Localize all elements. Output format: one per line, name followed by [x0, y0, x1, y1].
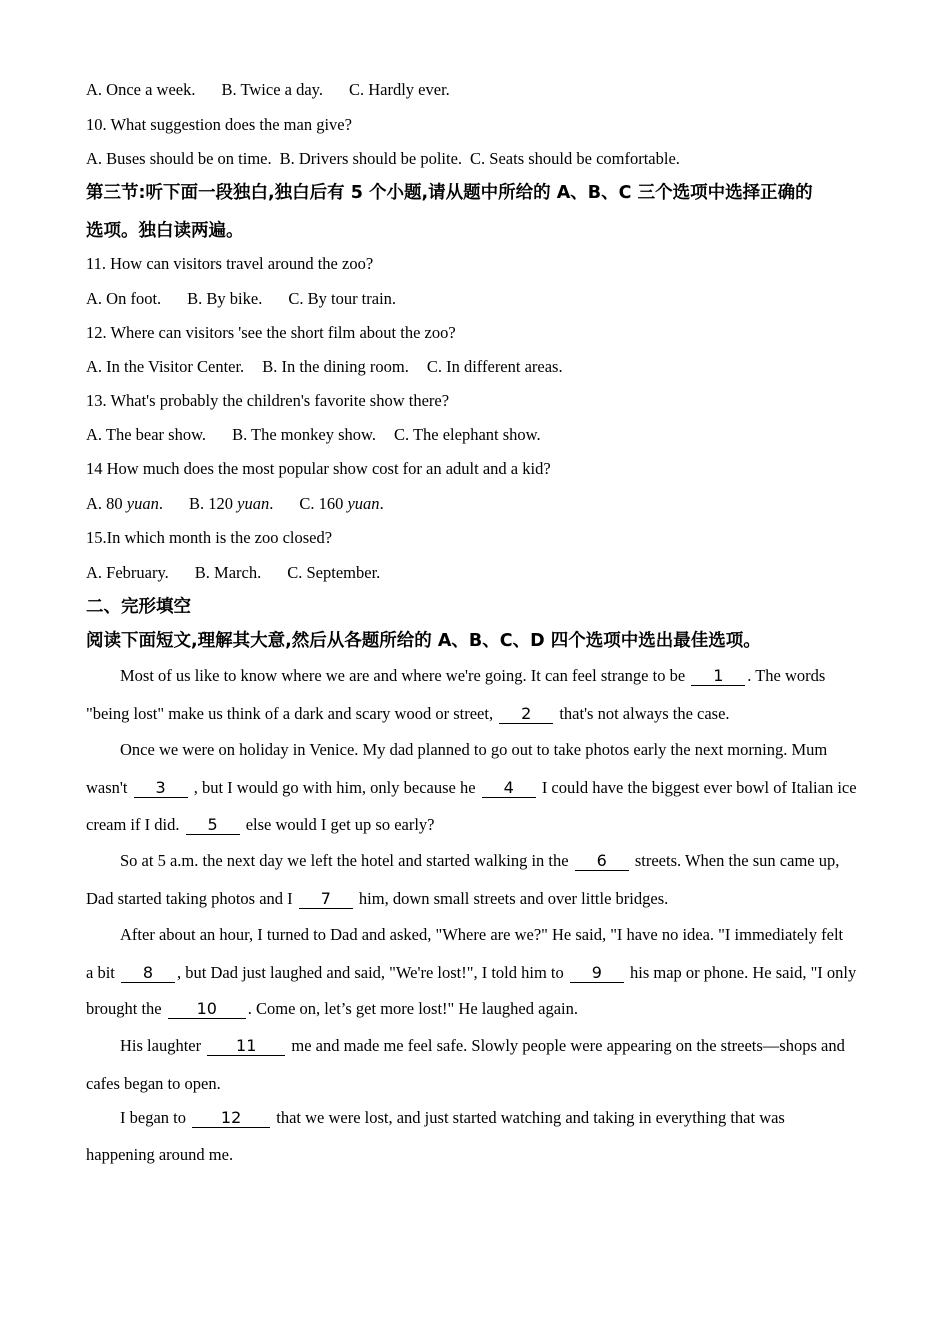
q14-options — [86, 494, 866, 514]
option-unit: yuan — [237, 494, 270, 513]
option-suffix: . — [379, 494, 384, 513]
option-a: A. In the Visitor Center. — [86, 357, 245, 376]
option-c: C. September. — [287, 563, 381, 582]
blank-6: 6 — [575, 852, 629, 871]
text: wasn't — [86, 778, 132, 797]
q12-question: 12. Where can visitors 'see the short film about the zoo? — [86, 323, 456, 342]
option-c: C. Hardly ever. — [348, 80, 450, 99]
option-b: B. March. — [194, 563, 262, 582]
text: me and made me feel safe. Slowly people were appearing on the streets—shops and — [287, 1036, 845, 1055]
q13-options — [86, 425, 866, 445]
text: cream if I did. — [86, 815, 184, 834]
cloze-p5-line2: cafes began to open. — [86, 1074, 221, 1093]
option-c — [299, 494, 383, 514]
option-b: B. Drivers should be polite. — [279, 149, 463, 168]
option-b: B. The monkey show. — [232, 425, 376, 444]
text: that we were lost, and just started watching and taking in everything that was — [272, 1108, 785, 1127]
option-prefix: B. 120 — [189, 494, 238, 513]
text: His laughter — [120, 1036, 206, 1055]
text: . The words — [747, 666, 826, 685]
blank-2: 2 — [499, 705, 553, 724]
option-unit: yuan — [347, 494, 380, 513]
option-b: B. Twice a day. — [221, 80, 323, 99]
cloze-p6-line1 — [120, 1108, 900, 1128]
text: I could have the biggest ever bowl of Italian ice — [537, 778, 857, 797]
option-c: C. In different areas. — [426, 357, 563, 376]
text: else would I get up so early? — [241, 815, 435, 834]
text: I began to — [120, 1108, 191, 1127]
cloze-p2-line2 — [86, 778, 866, 798]
blank-7: 7 — [299, 890, 353, 909]
text: a bit — [86, 963, 119, 982]
text: streets. When the sun came up, — [630, 851, 840, 870]
text: , but Dad just laughed and said, "We're lost!", I told him to — [177, 963, 568, 982]
option-suffix: . — [269, 494, 274, 513]
text: So at 5 a.m. the next day we left the hotel and started walking in the — [120, 851, 573, 870]
option-prefix: C. 160 — [299, 494, 348, 513]
option-prefix: A. 80 — [86, 494, 127, 513]
text: Dad started taking photos and I — [86, 889, 297, 908]
cloze-p3-line2 — [86, 889, 866, 909]
cloze-p1-line1 — [120, 666, 900, 686]
option-a: A. Once a week. — [86, 80, 196, 99]
text: him, down small streets and over little bridges. — [354, 889, 669, 908]
option-a: A. Buses should be on time. — [86, 149, 272, 168]
text: Most of us like to know where we are and where we're going. It can feel strange to be — [120, 666, 690, 685]
option-b: B. By bike. — [187, 289, 263, 308]
blank-9: 9 — [570, 964, 624, 983]
option-b: B. In the dining room. — [262, 357, 409, 376]
q12-options — [86, 357, 866, 377]
q15-options — [86, 563, 866, 583]
blank-1: 1 — [691, 667, 745, 686]
cloze-p3-line1 — [120, 851, 900, 871]
blank-11: 11 — [207, 1037, 285, 1056]
section3-instruction-line2: 选项。独白读两遍。 — [86, 221, 244, 241]
q11-options — [86, 289, 866, 309]
option-suffix: . — [158, 494, 163, 513]
cloze-p4-line2 — [86, 963, 866, 983]
option-c: C. The elephant show. — [393, 425, 541, 444]
option-c: C. By tour train. — [288, 289, 397, 308]
text: his map or phone. He said, "I only — [625, 963, 857, 982]
cloze-p5-line1 — [120, 1036, 900, 1056]
option-a: A. The bear show. — [86, 425, 207, 444]
blank-12: 12 — [192, 1109, 270, 1128]
text: that's not always the case. — [555, 704, 730, 723]
cloze-part-title: 二、完形填空 — [86, 597, 191, 617]
option-unit: yuan — [126, 494, 159, 513]
option-a: A. February. — [86, 563, 169, 582]
q10-question: 10. What suggestion does the man give? — [86, 115, 352, 134]
cloze-p6-line2: happening around me. — [86, 1145, 234, 1164]
q15-question: 15.In which month is the zoo closed? — [86, 528, 333, 547]
cloze-p4-line1: After about an hour, I turned to Dad and asked, "Where are we?" He said, "I have no idea. "I immediately felt — [120, 925, 844, 944]
blank-4: 4 — [482, 779, 536, 798]
q13-question: 13. What's probably the children's favorite show there? — [86, 391, 450, 410]
option-a — [86, 494, 163, 514]
blank-3: 3 — [134, 779, 188, 798]
blank-5: 5 — [186, 816, 240, 835]
option-b — [189, 494, 273, 514]
q11-question: 11. How can visitors travel around the zoo? — [86, 254, 374, 273]
q9-options — [86, 80, 866, 100]
cloze-p2-line3 — [86, 815, 866, 835]
text: , but I would go with him, only because he — [189, 778, 480, 797]
q14-question: 14 How much does the most popular show cost for an adult and a kid? — [86, 459, 551, 478]
blank-8: 8 — [121, 964, 175, 983]
cloze-p2-line1: Once we were on holiday in Venice. My dad planned to go out to take photos early the next morning. Mum — [120, 740, 828, 759]
cloze-p4-line3 — [86, 999, 866, 1019]
cloze-p1-line2 — [86, 704, 866, 724]
option-c: C. Seats should be comfortable. — [470, 149, 680, 168]
text: brought the — [86, 999, 166, 1018]
section3-instruction-line1: 第三节:听下面一段独白,独白后有 5 个小题,请从题中所给的 A、B、C 三个选项中选择正确的 — [86, 183, 813, 203]
cloze-instruction: 阅读下面短文,理解其大意,然后从各题所给的 A、B、C、D 四个选项中选出最佳选项。 — [86, 631, 761, 651]
q10-options — [86, 149, 866, 169]
blank-10: 10 — [168, 1000, 246, 1019]
text: . Come on, let’s get more lost!" He laughed again. — [247, 999, 578, 1018]
text: "being lost" make us think of a dark and scary wood or street, — [86, 704, 498, 723]
option-a: A. On foot. — [86, 289, 162, 308]
